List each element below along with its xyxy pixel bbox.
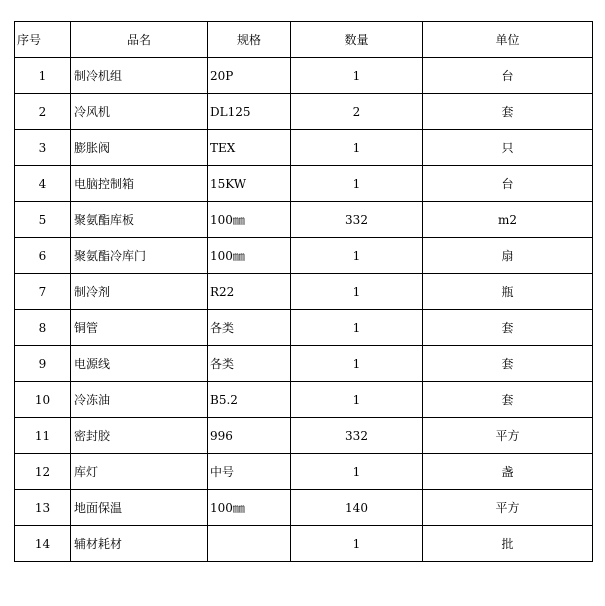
table-row [15, 94, 593, 130]
cell-unit: 瓶 [423, 274, 593, 310]
cell-num: 8 [15, 310, 71, 346]
cell-unit: 套 [423, 346, 593, 382]
cell-qty: 2 [291, 94, 423, 130]
cell-qty: 1 [291, 454, 423, 490]
cell-unit: 平方 [423, 418, 593, 454]
table-row [15, 130, 593, 166]
cell-qty: 1 [291, 382, 423, 418]
table-row [15, 526, 593, 562]
cell-num: 10 [15, 382, 71, 418]
cell-num: 1 [15, 58, 71, 94]
cell-name: 电脑控制箱 [71, 166, 208, 202]
cell-qty: 140 [291, 490, 423, 526]
header-name: 品名 [71, 22, 208, 58]
cell-name: 膨胀阀 [71, 130, 208, 166]
cell-unit: 只 [423, 130, 593, 166]
cell-num: 4 [15, 166, 71, 202]
cell-spec: 100㎜ [208, 490, 291, 526]
cell-spec: 各类 [208, 346, 291, 382]
cell-num: 2 [15, 94, 71, 130]
table-row [15, 382, 593, 418]
cell-unit: 套 [423, 382, 593, 418]
cell-name: 铜管 [71, 310, 208, 346]
cell-spec: B5.2 [208, 382, 291, 418]
cell-spec: 100㎜ [208, 238, 291, 274]
cell-unit: 盏 [423, 454, 593, 490]
cell-num: 7 [15, 274, 71, 310]
table-row [15, 490, 593, 526]
cell-spec: 15KW [208, 166, 291, 202]
table-row [15, 346, 593, 382]
table-row [15, 58, 593, 94]
header-num: 序号 [15, 22, 71, 58]
header-spec: 规格 [208, 22, 291, 58]
table-row [15, 274, 593, 310]
cell-qty: 1 [291, 346, 423, 382]
cell-spec: DL125 [208, 94, 291, 130]
cell-qty: 1 [291, 238, 423, 274]
cell-num: 13 [15, 490, 71, 526]
table-row [15, 166, 593, 202]
cell-unit: 套 [423, 94, 593, 130]
cell-num: 5 [15, 202, 71, 238]
cell-num: 9 [15, 346, 71, 382]
cell-name: 聚氨酯冷库门 [71, 238, 208, 274]
table-row [15, 202, 593, 238]
cell-name: 辅材耗材 [71, 526, 208, 562]
cell-unit: 平方 [423, 490, 593, 526]
cell-name: 聚氨酯库板 [71, 202, 208, 238]
cell-num: 11 [15, 418, 71, 454]
cell-name: 冷风机 [71, 94, 208, 130]
cell-spec: 中号 [208, 454, 291, 490]
cell-spec: R22 [208, 274, 291, 310]
cell-num: 6 [15, 238, 71, 274]
cell-unit: 台 [423, 166, 593, 202]
cell-unit: 套 [423, 310, 593, 346]
cell-name: 地面保温 [71, 490, 208, 526]
cell-unit: 批 [423, 526, 593, 562]
table-row [15, 238, 593, 274]
cell-qty: 332 [291, 418, 423, 454]
table-row [15, 418, 593, 454]
cell-name: 制冷机组 [71, 58, 208, 94]
equipment-table [14, 21, 593, 562]
table-row [15, 310, 593, 346]
cell-qty: 1 [291, 166, 423, 202]
cell-num: 3 [15, 130, 71, 166]
cell-qty: 1 [291, 526, 423, 562]
cell-name: 电源线 [71, 346, 208, 382]
cell-name: 库灯 [71, 454, 208, 490]
cell-name: 冷冻油 [71, 382, 208, 418]
cell-name: 制冷剂 [71, 274, 208, 310]
cell-spec [208, 526, 291, 562]
header-qty: 数量 [291, 22, 423, 58]
cell-num: 14 [15, 526, 71, 562]
cell-spec: 996 [208, 418, 291, 454]
cell-spec: 20P [208, 58, 291, 94]
table-body [15, 58, 593, 562]
cell-spec: 100㎜ [208, 202, 291, 238]
cell-qty: 332 [291, 202, 423, 238]
cell-spec: 各类 [208, 310, 291, 346]
cell-unit: m2 [423, 202, 593, 238]
cell-unit: 扇 [423, 238, 593, 274]
table-row [15, 454, 593, 490]
cell-spec: TEX [208, 130, 291, 166]
cell-qty: 1 [291, 274, 423, 310]
cell-qty: 1 [291, 130, 423, 166]
table-header-row [15, 22, 593, 58]
header-unit: 单位 [423, 22, 593, 58]
cell-qty: 1 [291, 310, 423, 346]
cell-unit: 台 [423, 58, 593, 94]
cell-name: 密封胶 [71, 418, 208, 454]
cell-num: 12 [15, 454, 71, 490]
cell-qty: 1 [291, 58, 423, 94]
